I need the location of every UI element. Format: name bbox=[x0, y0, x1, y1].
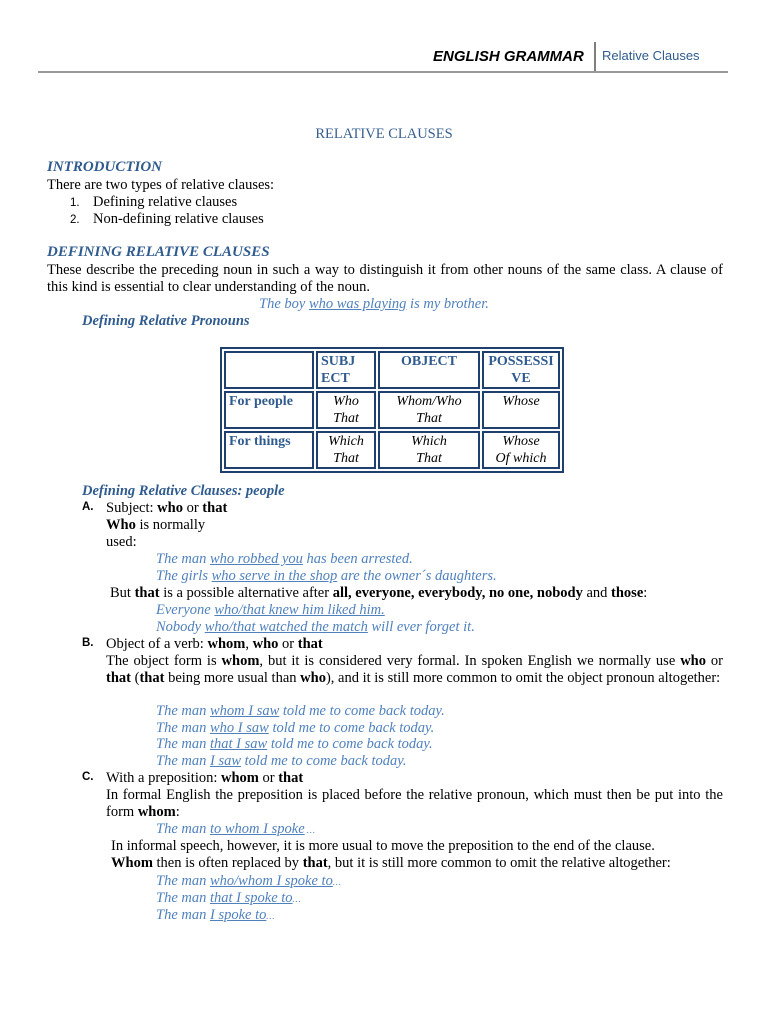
table-row bbox=[224, 351, 560, 389]
formal-paragraph: In formal English the preposition is placed before the relative pronoun, which must then be put into the form whom: bbox=[106, 787, 723, 820]
example-sentence: The man that I saw told me to come back today. bbox=[156, 736, 433, 752]
list-number: 1. bbox=[70, 197, 80, 209]
intro-text: There are two types of relative clauses: bbox=[47, 177, 275, 193]
header-subtitle: Relative Clauses bbox=[602, 48, 700, 63]
example-sentence: Everyone who/that knew him liked him. bbox=[156, 602, 385, 618]
table-header-possessive: POSSESSIVE bbox=[482, 351, 560, 389]
item-letter-a: A. bbox=[82, 501, 94, 513]
header-title: ENGLISH GRAMMAR bbox=[433, 48, 584, 65]
table-row bbox=[224, 431, 560, 469]
informal-line: In informal speech, however, it is more usual to move the preposition to the end of the clause. bbox=[111, 838, 655, 854]
used-line: used: bbox=[106, 534, 137, 550]
table-cell: Whose Of which bbox=[482, 431, 560, 469]
example-sentence: The man that I spoke to… bbox=[156, 890, 301, 906]
example-sentence: The man who robbed you has been arrested. bbox=[156, 551, 413, 567]
row-header-things: For things bbox=[224, 431, 314, 469]
example-sentence: The girls who serve in the shop are the owner´s daughters. bbox=[156, 568, 497, 584]
preposition-line: With a preposition: whom or that bbox=[106, 770, 304, 786]
example-sentence: The man whom I saw told me to come back today. bbox=[156, 703, 445, 719]
header-rule bbox=[38, 71, 728, 73]
defining-heading: DEFINING RELATIVE CLAUSES bbox=[47, 244, 270, 260]
table-cell: Whose bbox=[482, 391, 560, 429]
who-normally-line: Who is normally bbox=[106, 517, 206, 533]
example-sentence: The man who/whom I spoke to… bbox=[156, 873, 341, 889]
table-cell: Which That bbox=[316, 431, 376, 469]
relative-pronouns-table bbox=[220, 347, 564, 473]
defining-example: The boy who was playing is my brother. bbox=[259, 296, 489, 312]
intro-heading: INTRODUCTION bbox=[47, 159, 163, 175]
table-header-subject: SUBJECT bbox=[316, 351, 376, 389]
page-title: RELATIVE CLAUSES bbox=[315, 126, 453, 142]
example-sentence: The man to whom I spoke … bbox=[156, 821, 315, 837]
row-header-people: For people bbox=[224, 391, 314, 429]
example-sentence: The man who I saw told me to come back today. bbox=[156, 720, 435, 736]
intro-list-item bbox=[70, 194, 238, 211]
pronouns-heading: Defining Relative Pronouns bbox=[82, 313, 250, 329]
table-cell: Which That bbox=[378, 431, 480, 469]
example-sentence: The man I saw told me to come back today. bbox=[156, 753, 407, 769]
but-that-line: But that is a possible alternative after all, everyone, everybody, no one, nobody and those: bbox=[110, 585, 648, 601]
list-text: Non-defining relative clauses bbox=[93, 211, 264, 227]
table-row bbox=[224, 391, 560, 429]
table-cell: Who That bbox=[316, 391, 376, 429]
whom-replaced-line: Whom then is often replaced by that, but it is still more common to omit the relative altogether: bbox=[111, 855, 671, 871]
table-corner-cell bbox=[224, 351, 314, 389]
list-text: Defining relative clauses bbox=[93, 194, 238, 210]
header-divider bbox=[594, 42, 596, 72]
object-paragraph: The object form is whom, but it is considered very formal. In spoken English we normally use who or that (that being more usual than who), and it is still more common to omit the object pronoun altogether: bbox=[106, 653, 723, 686]
people-heading: Defining Relative Clauses: people bbox=[82, 483, 285, 499]
item-letter-b: B. bbox=[82, 637, 94, 649]
table-cell: Whom/Who That bbox=[378, 391, 480, 429]
example-sentence: The man I spoke to… bbox=[156, 907, 275, 923]
subject-line: Subject: who or that bbox=[106, 500, 228, 516]
item-letter-c: C. bbox=[82, 771, 94, 783]
object-line: Object of a verb: whom, who or that bbox=[106, 636, 323, 652]
intro-list-item bbox=[70, 211, 264, 228]
list-number: 2. bbox=[70, 214, 80, 226]
example-sentence: Nobody who/that watched the match will ever forget it. bbox=[156, 619, 475, 635]
table-header-object: OBJECT bbox=[378, 351, 480, 389]
defining-description: These describe the preceding noun in such a way to distinguish it from other nouns of the same class. A clause of this kind is essential to clear understanding of the noun. bbox=[47, 262, 723, 295]
